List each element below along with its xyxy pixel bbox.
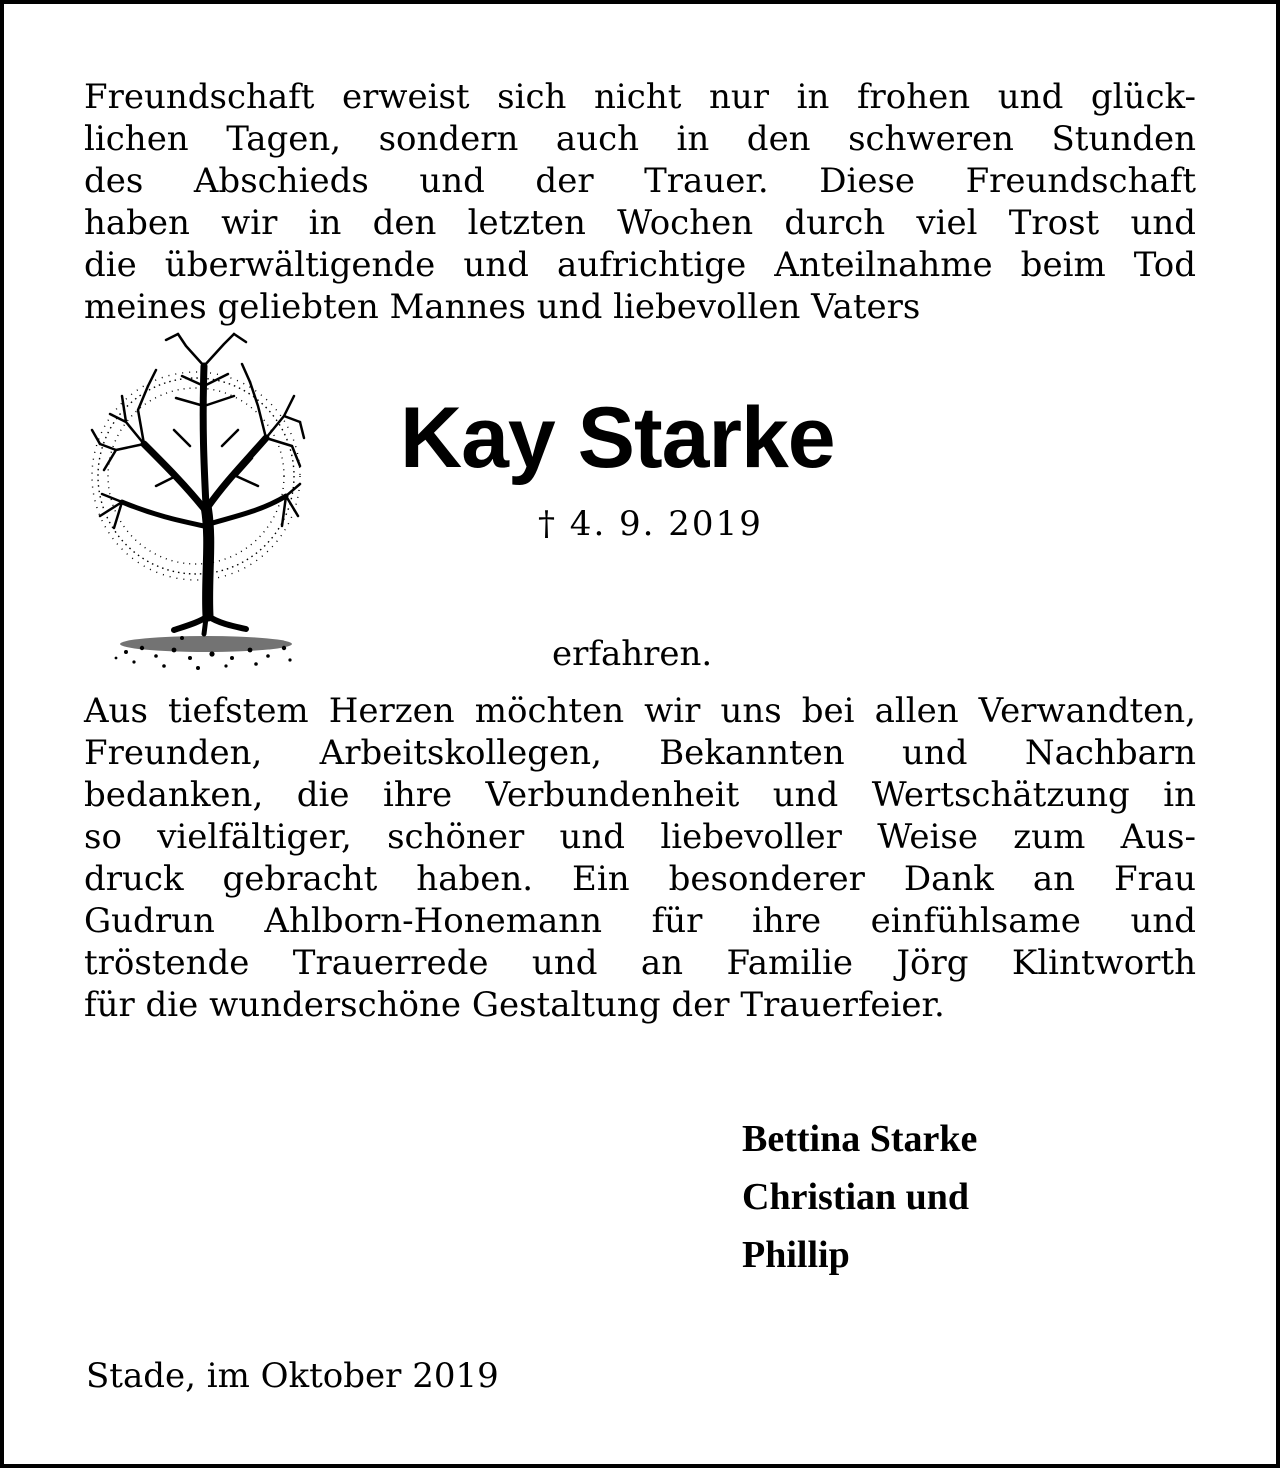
- death-date: † 4. 9. 2019: [538, 504, 763, 544]
- place-date: Stade, im Oktober 2019: [86, 1356, 499, 1396]
- erfahren-text: erfahren.: [552, 634, 713, 674]
- thanks-line: druck gebracht haben. Ein besonderer Dank an Frau: [84, 859, 1196, 899]
- thanks-line: tröstende Trauerrede und an Familie Jörg Klintworth: [84, 943, 1196, 983]
- thanks-line: für die wunderschöne Gestaltung der Trauerfeier.: [84, 985, 945, 1025]
- signature-line: Christian und: [742, 1176, 970, 1218]
- thanks-line: Freunden, Arbeitskollegen, Bekannten und Nachbarn: [84, 733, 1196, 773]
- intro-paragraph: [84, 76, 1196, 328]
- thanks-paragraph: [84, 690, 1196, 1026]
- signatures: [742, 1110, 977, 1284]
- thanks-line: bedanken, die ihre Verbundenheit und Wertschätzung in: [84, 775, 1196, 815]
- intro-line: Freundschaft erweist sich nicht nur in frohen und glück-: [84, 77, 1196, 117]
- thanks-line: so vielfältiger, schöner und liebevoller Weise zum Aus-: [84, 817, 1196, 857]
- intro-line: des Abschieds und der Trauer. Diese Freundschaft: [84, 161, 1196, 201]
- deceased-name: Kay Starke: [400, 390, 835, 486]
- thanks-line: Gudrun Ahlborn-Honemann für ihre einfühlsame und: [84, 901, 1196, 941]
- signature-line: Phillip: [742, 1234, 850, 1276]
- intro-line: haben wir in den letzten Wochen durch viel Trost und: [84, 203, 1196, 243]
- signature-line: Bettina Starke: [742, 1118, 978, 1160]
- tree-icon: [86, 326, 306, 676]
- thanks-line: Aus tiefstem Herzen möchten wir uns bei allen Verwandten,: [84, 691, 1196, 731]
- intro-line: die überwältigende und aufrichtige Anteilnahme beim Tod: [84, 245, 1196, 285]
- intro-line: lichen Tagen, sondern auch in den schweren Stunden: [84, 119, 1196, 159]
- intro-line: meines geliebten Mannes und liebevollen Vaters: [84, 287, 921, 327]
